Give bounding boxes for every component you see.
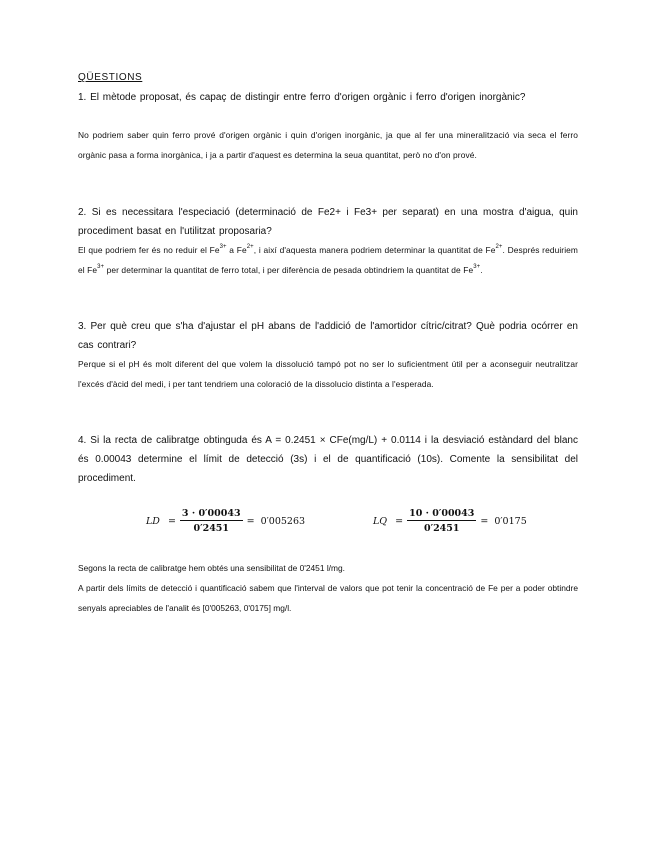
quantification-limit-formula bbox=[373, 508, 527, 534]
formula-result: 0′005263 bbox=[260, 515, 306, 527]
answer-2 bbox=[78, 241, 578, 280]
formula-result: 0′0175 bbox=[494, 515, 527, 527]
answer-2-text: , i així d'aquesta manera podriem determinar la quantitat de Fe bbox=[253, 245, 496, 255]
answer-2-text: . Després reduiriem el Fe bbox=[78, 245, 578, 275]
fraction bbox=[407, 508, 476, 534]
answer-2-text: El que podriem fer és no reduir el Fe bbox=[78, 245, 220, 255]
equals-sign: = bbox=[480, 515, 489, 527]
superscript-charge: 2+ bbox=[495, 244, 503, 251]
conclusion-interval: A partir dels límits de detecció i quantificació sabem que l'interval de valors que pot tenir la concentració de Fe per a poder obtindre senyals apreciables de l'analit és [0'005263, 0'0175] mg/l. bbox=[78, 583, 578, 613]
question-1: 1. El mètode proposat, és capaç de distingir entre ferro d'origen orgànic i ferro d'origen inorgànic? bbox=[78, 92, 526, 103]
formula-label: LQ bbox=[373, 515, 388, 527]
answer-1: No podriem saber quin ferro prové d'origen orgànic i quin d'origen inorgànic, ja que al fer una mineralització via seca el ferro orgànic pasa a forma inorgànica, i ja a partir d'aquest es determina la seua quantitat, però no d'on prové. bbox=[78, 130, 578, 160]
detection-limit-formula bbox=[146, 508, 305, 534]
superscript-charge: 3+ bbox=[473, 263, 481, 270]
fraction-denominator: 0′2451 bbox=[193, 523, 230, 534]
superscript-charge: 3+ bbox=[219, 244, 227, 251]
equals-sign: = bbox=[246, 515, 255, 527]
fraction bbox=[180, 508, 243, 534]
superscript-charge: 3+ bbox=[97, 263, 105, 270]
answer-2-text: a Fe bbox=[226, 245, 247, 255]
formula-label: LD bbox=[146, 515, 160, 527]
equals-sign: = bbox=[167, 515, 176, 527]
question-2: 2. Si es necessitara l'especiació (determinació de Fe2+ i Fe3+ per separat) en una mostra d'aigua, quin procediment basat en l'utilitzat proposaria? bbox=[78, 207, 578, 237]
fraction-numerator: 10 · 0′00043 bbox=[409, 508, 475, 519]
fraction-denominator: 0′2451 bbox=[423, 523, 460, 534]
fraction-numerator: 3 · 0′00043 bbox=[181, 508, 241, 519]
question-3: 3. Per què creu que s'ha d'ajustar el pH abans de l'addició de l'amortidor cítric/citrat? Què podria ocórrer en cas contrari? bbox=[78, 321, 578, 351]
answer-3: Perque si el pH és molt diferent del que volem la dissolució tampó pot no ser lo suficientment útil per a aconseguir neutralitzar l'excés d'àcid del medi, i per tant tendriem una coloració de la dissolucio distinta a l'esperada. bbox=[78, 359, 578, 389]
section-heading: QÜESTIONS bbox=[78, 72, 143, 83]
equals-sign: = bbox=[395, 515, 404, 527]
conclusion-sensitivity: Segons la recta de calibratge hem obtés una sensibilitat de 0'2451 l/mg. bbox=[78, 563, 345, 573]
answer-2-text: per determinar la quantitat de ferro total, i per diferència de pesada obtindriem la quantitat de Fe bbox=[104, 264, 474, 275]
question-4: 4. Si la recta de calibratge obtinguda és A = 0.2451 × CFe(mg/L) + 0.0114 i la desviació estàndard del blanc és 0.00043 determine el límit de detecció (3s) i el de quantificació (10s). Comente la sensibilitat del procediment. bbox=[78, 435, 578, 484]
answer-2-text: . bbox=[480, 264, 483, 275]
superscript-charge: 2+ bbox=[246, 244, 254, 251]
